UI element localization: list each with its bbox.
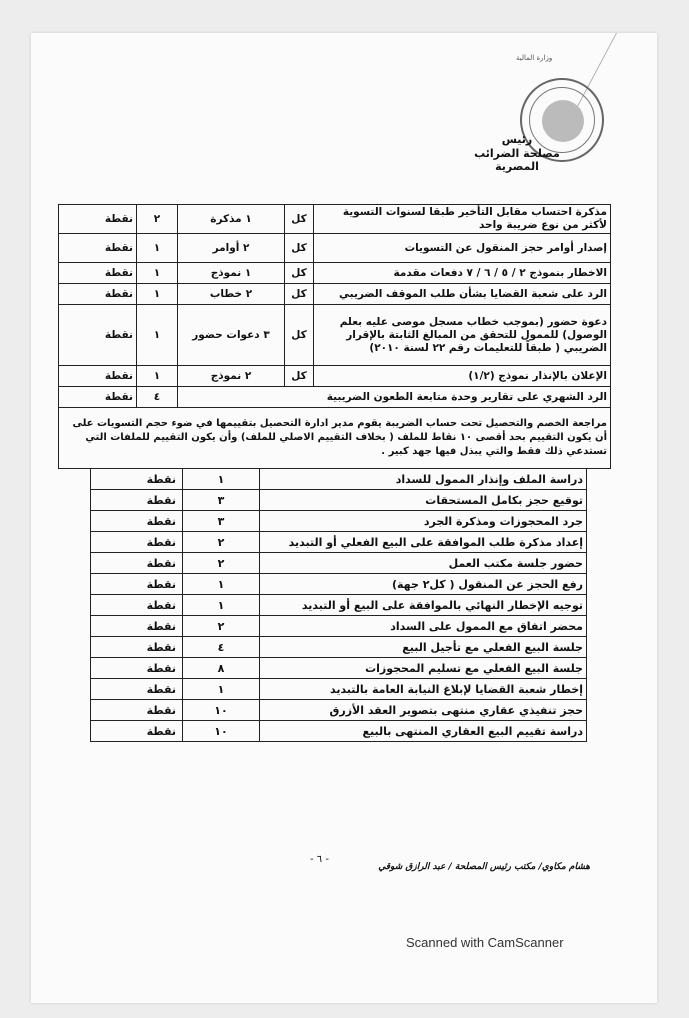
row-points: ١ [137,305,178,366]
footer-credit: هشام مكاوي/ مكتب رئيس المصلحة / عبد الرازق شوقي [378,862,590,872]
table-row [91,700,587,721]
row-all: كل [285,263,314,284]
row-points: ٨ [183,658,260,679]
table-row [59,205,611,234]
table-row [91,637,587,658]
row-description: توجيه الإخطار النهائي بالموافقة على البيع أو التبديد [260,595,587,616]
table-row [59,284,611,305]
row-points: ١ [183,595,260,616]
row-unit: نقطة [91,574,183,595]
row-unit: نقطة [91,469,183,490]
row-all: كل [285,234,314,263]
row-unit: نقطة [91,700,183,721]
row-unit: نقطة [59,366,137,387]
row-quantity: ٢ خطاب [178,284,285,305]
row-unit: نقطة [91,532,183,553]
row-description: إصدار أوامر حجز المنقول عن التسويات [314,234,611,263]
table-row [91,658,587,679]
row-description: حضور جلسة مكتب العمل [260,553,587,574]
row-description: دعوة حضور (بموجب خطاب مسجل موصى عليه بعلم الوصول) للممول للتحقق من المبالغ الثابتة بالإقرار الضريبي ( طبقاً للتعليمات رقم ٢٢ لسنة ٢٠١٠) [314,305,611,366]
table-row [91,553,587,574]
header-title: رئيس [501,133,533,146]
row-quantity: ٢ نموذج [178,366,285,387]
seal-text: وزارة المالية [516,54,553,62]
row-points: ٢ [137,205,178,234]
table-row [91,616,587,637]
row-points: ١ [137,234,178,263]
row-description: جرد المحجوزات ومذكرة الجرد [260,511,587,532]
table-row [91,490,587,511]
row-points: ٢ [183,532,260,553]
row-unit: نقطة [59,284,137,305]
row-points: ١ [183,469,260,490]
row-quantity: ٢ أوامر [178,234,285,263]
row-description: الاخطار بنموذج ٢ / ٥ / ٦ / ٧ دفعات مقدمة [314,263,611,284]
table-row [91,721,587,742]
row-unit: نقطة [91,679,183,700]
row-unit: نقطة [91,658,183,679]
table-row [91,679,587,700]
row-description: جلسة البيع الفعلي مع تأجيل البيع [260,637,587,658]
row-description: مذكرة احتساب مقابل التأخير طبقا لسنوات التسوية لأكثر من نوع ضريبة واحد [314,205,611,234]
row-description: إخطار شعبة القضايا لإبلاغ النيابة العامة بالتبديد [260,679,587,700]
row-points: ١ [137,263,178,284]
row-description: دراسة تقييم البيع العقاري المنتهى بالبيع [260,721,587,742]
table-row [91,574,587,595]
row-description: حجز تنفيذي عقاري منتهى بتصوير العقد الأزرق [260,700,587,721]
table-row [91,469,587,490]
row-points: ٤ [183,637,260,658]
points-table-2 [90,468,587,742]
row-points: ١ [183,574,260,595]
row-all: كل [285,366,314,387]
header-subtitle: مصلحة الضرائب المصرية [474,147,560,173]
row-points: ٤ [137,387,178,408]
row-unit: نقطة [91,637,183,658]
row-unit: نقطة [59,305,137,366]
table-row [91,532,587,553]
row-points: ١ [183,679,260,700]
row-unit: نقطة [59,234,137,263]
row-description: جلسة البيع الفعلي مع تسليم المحجوزات [260,658,587,679]
table-note: مراجعة الخصم والتحصيل تحت حساب الضريبة يقوم مدير ادارة التحصيل بتقييمها في ضوء حجم التسويات على أن يكون التقييم بحد أقصى ١٠ نقاط للملف ( بخلاف التقييم الاصلي للملف) وأن يكون التقييم للملفات التي تستدعي ذلك فقط والتي يبذل فيها جهد كبير . [59,408,611,469]
row-points: ٢ [183,616,260,637]
table-row [59,366,611,387]
table-row [91,511,587,532]
row-description: إعداد مذكرة طلب الموافقة على البيع الفعلي أو التبديد [260,532,587,553]
table-row [59,263,611,284]
table-row [59,234,611,263]
row-description: الرد على شعبة القضايا بشأن طلب الموقف الضريبي [314,284,611,305]
row-points: ٢ [183,553,260,574]
row-description: محضر اتفاق مع الممول على السداد [260,616,587,637]
row-description: الإعلان بالإنذار نموذج (١/٢) [314,366,611,387]
table-row [91,595,587,616]
row-quantity: ٣ دعوات حضور [178,305,285,366]
row-unit: نقطة [91,490,183,511]
table-note-row [59,408,611,469]
row-points: ١ [137,366,178,387]
row-unit: نقطة [59,263,137,284]
row-description: رفع الحجز عن المنقول ( كل٢ جهة) [260,574,587,595]
row-points: ١٠ [183,721,260,742]
row-unit: نقطة [59,205,137,234]
row-all: كل [285,305,314,366]
row-unit: نقطة [91,553,183,574]
row-unit: نقطة [59,387,137,408]
table-row-monthly [59,387,611,408]
row-points: ١ [137,284,178,305]
row-description: دراسة الملف وإنذار الممول للسداد [260,469,587,490]
row-unit: نقطة [91,511,183,532]
table-row [59,305,611,366]
row-quantity: ١ نموذج [178,263,285,284]
row-all: كل [285,205,314,234]
page-number: - ٦ - [310,854,329,865]
points-table-1 [58,204,611,469]
row-unit: نقطة [91,616,183,637]
row-quantity: ١ مذكرة [178,205,285,234]
scanner-watermark: Scanned with CamScanner [406,935,564,950]
row-points: ١٠ [183,700,260,721]
row-unit: نقطة [91,595,183,616]
row-all: كل [285,284,314,305]
row-unit: نقطة [91,721,183,742]
row-points: ٣ [183,490,260,511]
row-description: الرد الشهري على تقارير وحدة متابعة الطعون الضريبية [178,387,611,408]
row-description: توقيع حجز بكامل المستحقات [260,490,587,511]
row-points: ٣ [183,511,260,532]
